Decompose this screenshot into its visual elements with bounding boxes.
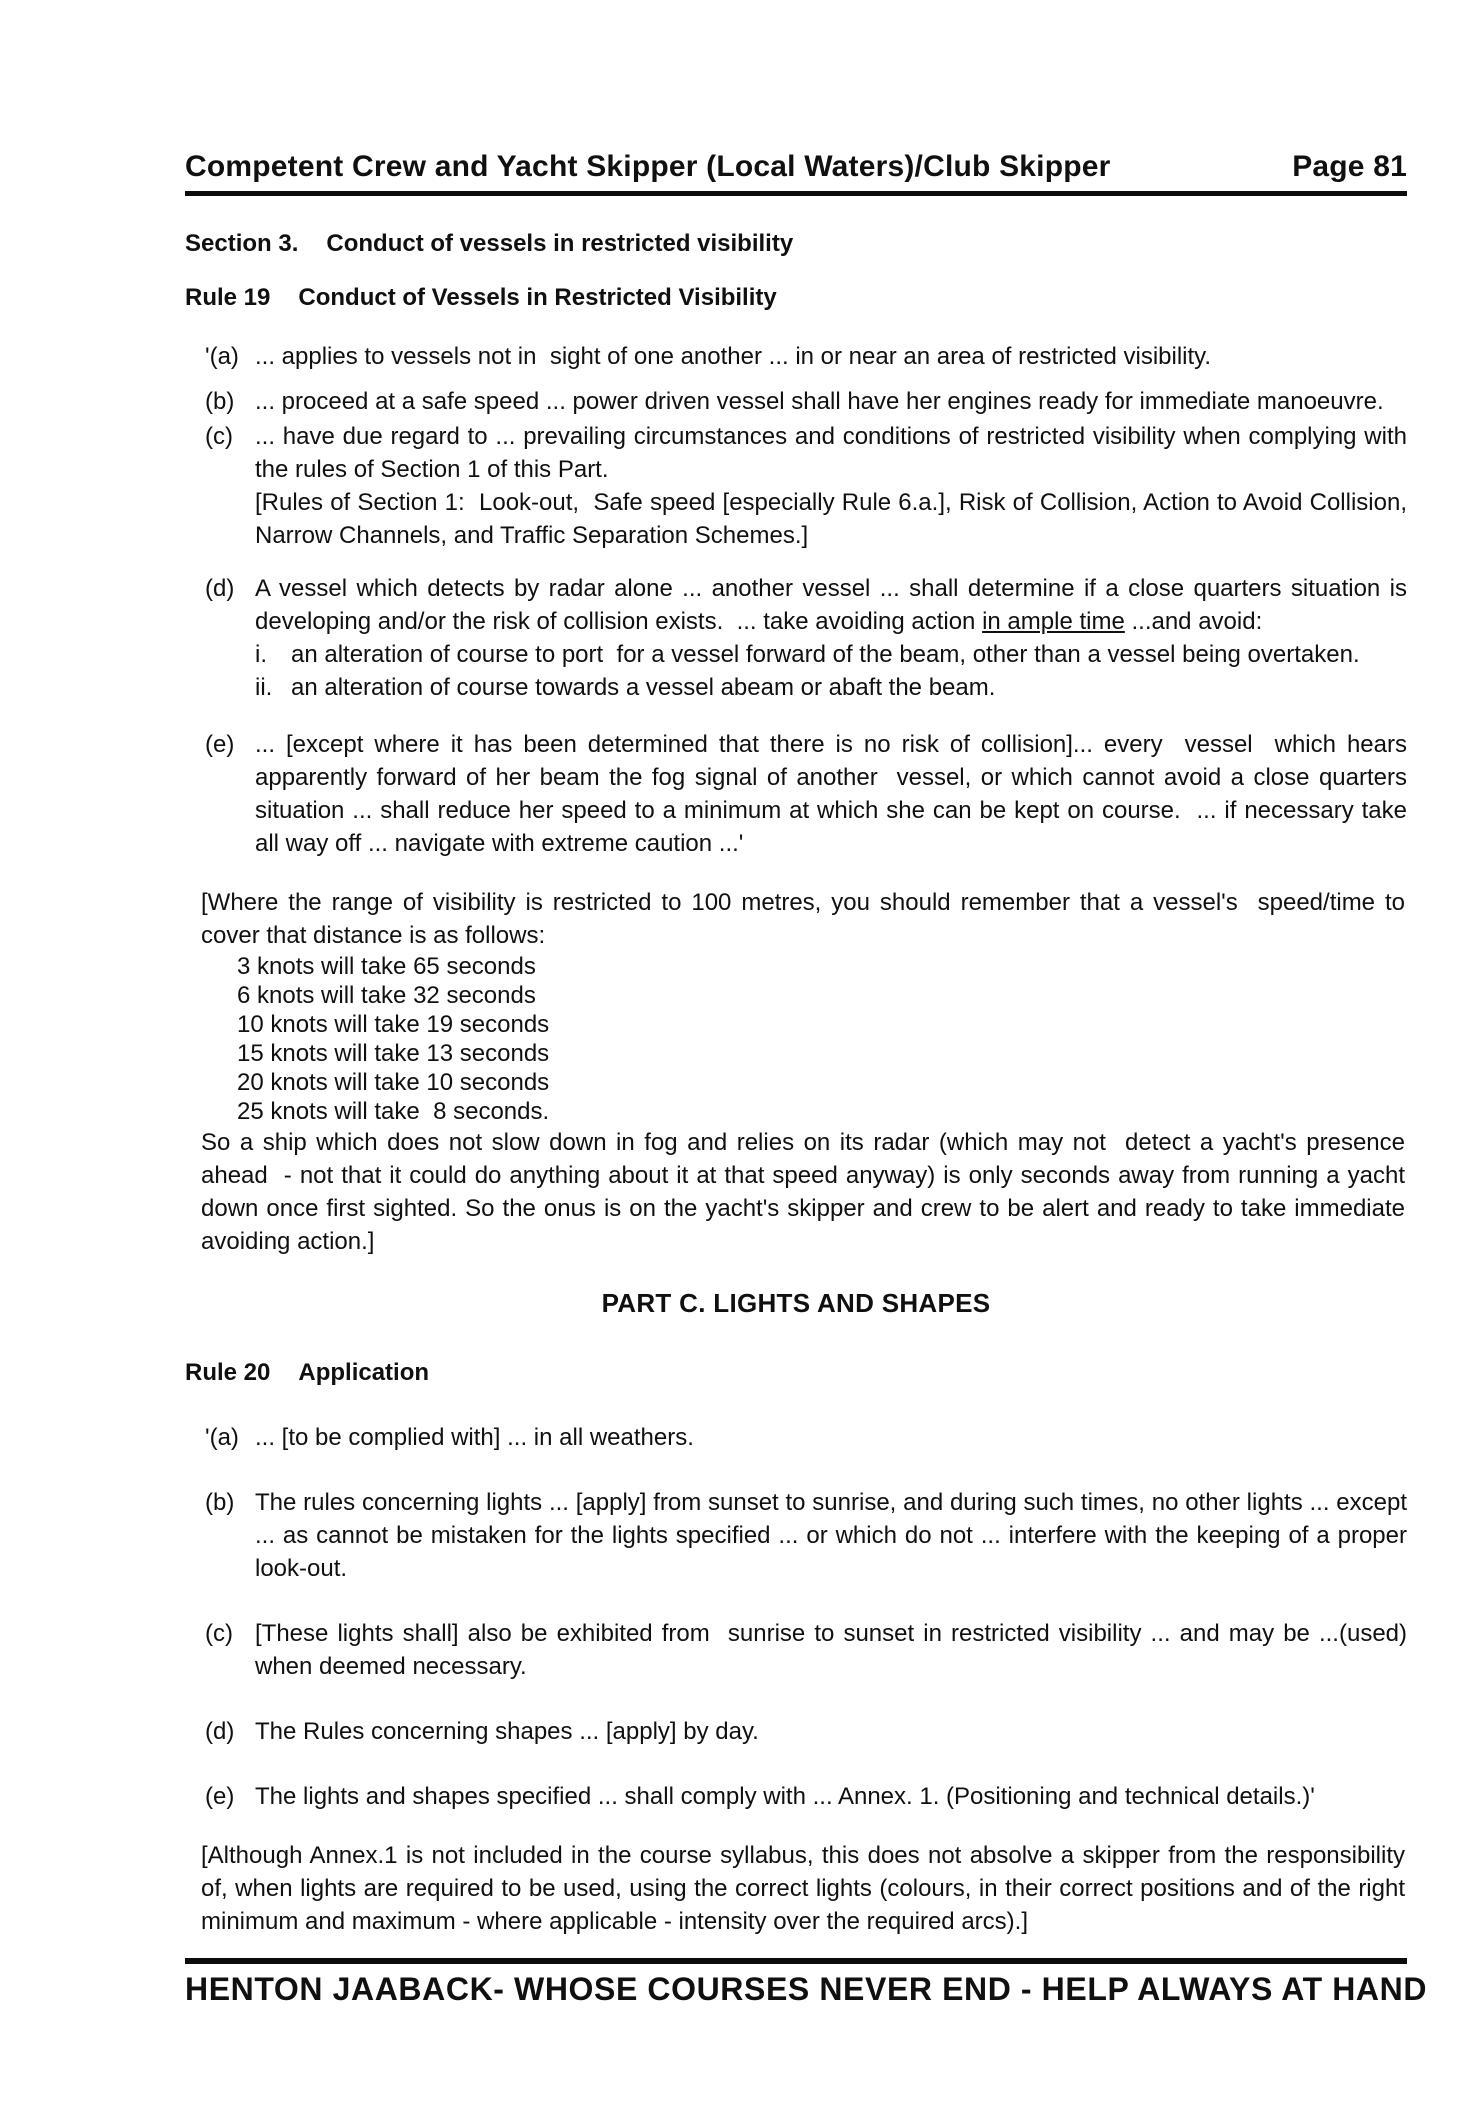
item-text: The Rules concerning shapes ... [apply] by day.	[255, 1718, 759, 1745]
rule19-item-c	[205, 420, 1414, 552]
fog-note-intro: [Where the range of visibility is restricted to 100 metres, you should remember that a vessel's speed/time to cover that distance is as follows:	[201, 889, 1412, 949]
rule19-item-d-sub-i	[255, 638, 1407, 671]
rule19-item-e	[205, 728, 1414, 860]
sub-item-label: i.	[255, 641, 267, 668]
item-text: The lights and shapes specified ... shall comply with ... Annex. 1. (Positioning and technical details.)'	[255, 1783, 1315, 1810]
item-label: (b)	[205, 388, 235, 415]
rule20-item-d	[205, 1715, 1407, 1748]
rule19-number: Rule 19	[185, 284, 271, 311]
item-text: The rules concerning lights ... [apply] from sunset to sunrise, and during such times, no other lights ... except ... as cannot be mistaken for the lights specified ... or which do not ... interfere with the keeping of a proper look-out.	[255, 1489, 1414, 1582]
page-header	[185, 150, 1407, 196]
sub-item-text: an alteration of course towards a vessel abeam or abaft the beam.	[291, 674, 996, 701]
footer-text: HENTON JAABACK- WHOSE COURSES NEVER END - HELP ALWAYS AT HAND	[185, 1971, 1428, 2007]
item-text	[255, 572, 1414, 638]
rule20-title: Application	[298, 1359, 430, 1386]
fog-note	[201, 886, 1412, 1258]
rule20-item-c	[205, 1617, 1414, 1683]
item-label: (b)	[205, 1489, 235, 1516]
ample-time-underline: in ample time	[982, 608, 1125, 635]
fog-speed-list	[237, 952, 1405, 1126]
item-label: (c)	[205, 423, 233, 450]
item-label: '(a)	[205, 1424, 239, 1451]
rule19-item-c-note: [Rules of Section 1: Look-out, Safe speed [especially Rule 6.a.], Risk of Collision, Action to Avoid Collision, Narrow Channels, and Traffic Separation Schemes.]	[255, 489, 1414, 549]
header-title: Competent Crew and Yacht Skipper (Local Waters)/Club Skipper	[185, 150, 1111, 183]
item-text: ... proceed at a safe speed ... power driven vessel shall have her engines ready for immediate manoeuvre.	[255, 388, 1384, 415]
item-label: '(a)	[205, 343, 239, 370]
item-text-after: ...and avoid:	[1124, 608, 1263, 635]
footer-divider	[185, 1958, 1407, 1964]
item-text: ... have due regard to ... prevailing circumstances and conditions of restricted visibility when complying with the rules of Section 1 of this Part.	[255, 423, 1414, 483]
item-text: ... applies to vessels not in sight of one another ... in or near an area of restricted visibility.	[255, 343, 1212, 370]
rule20-item-b	[205, 1486, 1414, 1585]
annex-note: [Although Annex.1 is not included in the course syllabus, this does not absolve a skipper from the responsibility of, when lights are required to be used, using the correct lights (colours, in their correct positions and of the right minimum and maximum - where applicable - intensity over the required arcs).]	[201, 1842, 1412, 1935]
rule19-item-a	[205, 340, 1407, 373]
item-label: (e)	[205, 1783, 235, 1810]
part-c-heading: PART C. LIGHTS AND SHAPES	[601, 1288, 991, 1318]
rule20-item-e	[205, 1780, 1407, 1813]
section3-heading	[185, 230, 1407, 258]
item-label: (e)	[205, 731, 235, 758]
item-text: ... [to be complied with] ... in all weathers.	[255, 1424, 694, 1451]
rule19-heading	[185, 284, 1407, 312]
item-label: (d)	[205, 575, 235, 602]
rule19-title: Conduct of Vessels in Restricted Visibility	[298, 284, 777, 311]
rule20-number: Rule 20	[185, 1359, 271, 1386]
item-text-before: A vessel which detects by radar alone ... another vessel ... shall determine if a close quarters situation is developing and/or the risk of collision exists. ... take avoiding action	[255, 575, 1414, 635]
speed-line: 6 knots will take 32 seconds	[237, 982, 536, 1009]
section3-label: Section 3.	[185, 230, 299, 257]
rule20-heading	[185, 1359, 1407, 1387]
sub-item-text: an alteration of course to port for a vessel forward of the beam, other than a vessel being overtaken.	[291, 641, 1360, 668]
speed-line: 20 knots will take 10 seconds	[237, 1069, 550, 1096]
speed-line: 15 knots will take 13 seconds	[237, 1040, 550, 1067]
rule20-item-a	[205, 1421, 1407, 1454]
speed-line: 25 knots will take 8 seconds.	[237, 1098, 550, 1125]
header-page-number: Page 81	[1292, 150, 1407, 183]
item-label: (d)	[205, 1718, 235, 1745]
speed-line: 3 knots will take 65 seconds	[237, 953, 536, 980]
item-text: ... [except where it has been determined that there is no risk of collision]... every vessel which hears apparently forward of her beam the fog signal of another vessel, or which cannot avoid a close quarters situation ... shall reduce her speed to a minimum at which she can be kept on course. ... if necessary take all way off ... navigate with extreme caution ...'	[255, 731, 1414, 857]
speed-line: 10 knots will take 19 seconds	[237, 1011, 550, 1038]
rule19-item-d	[205, 572, 1414, 704]
section3-title: Conduct of vessels in restricted visibility	[326, 230, 794, 257]
item-label: (c)	[205, 1620, 233, 1647]
rule19-item-b	[205, 385, 1407, 418]
fog-note-outro: So a ship which does not slow down in fog and relies on its radar (which may not detect a yacht's presence ahead - not that it could do anything about it at that speed anyway) is only seconds away from running a yacht down once first sighted. So the onus is on the yacht's skipper and crew to be alert and ready to take immediate avoiding action.]	[201, 1129, 1412, 1255]
item-text: [These lights shall] also be exhibited from sunrise to sunset in restricted visibility ... and may be ...(used) when deemed necessary.	[255, 1620, 1414, 1680]
rule19-item-d-sub-ii	[255, 671, 1407, 704]
sub-item-label: ii.	[255, 674, 273, 701]
